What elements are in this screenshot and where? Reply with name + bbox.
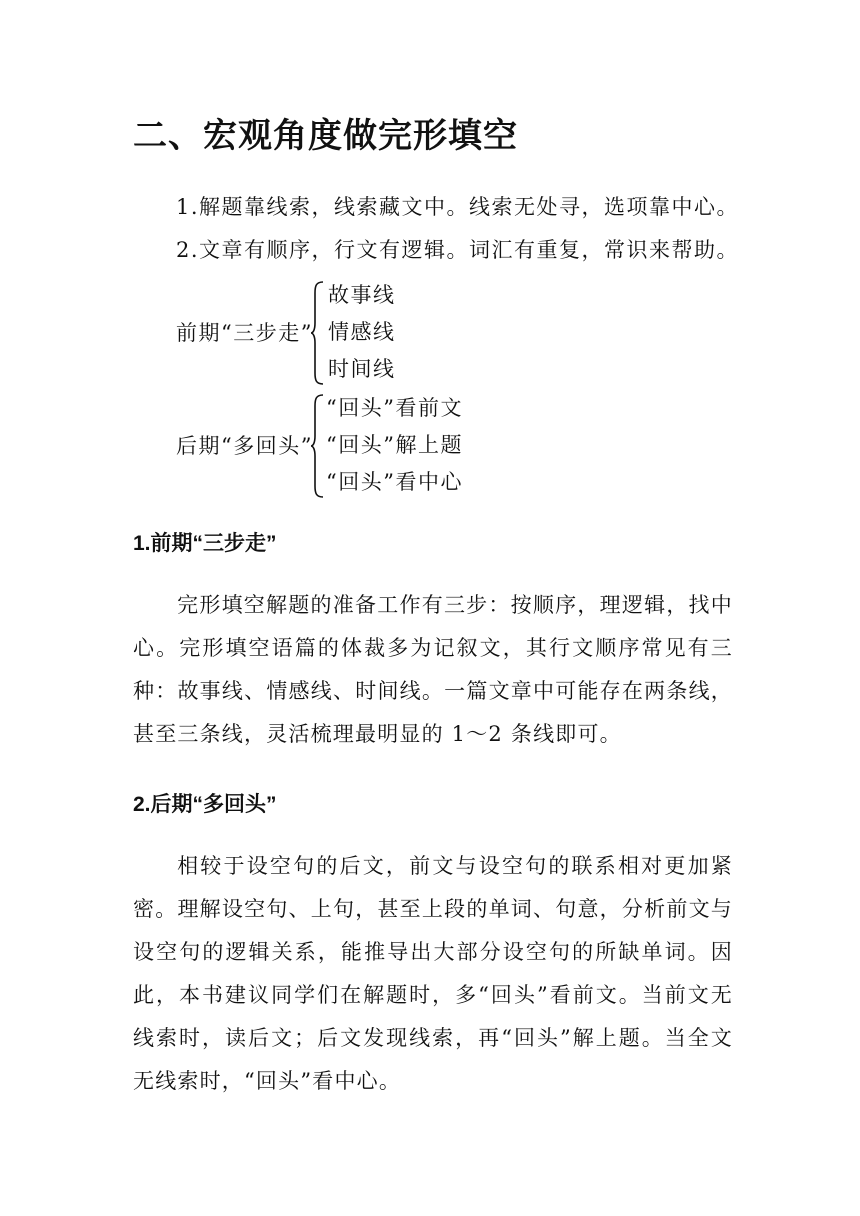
rule-line-1: 1.解题靠线索，线索藏文中。线索无处寻，选项靠中心。 [176, 195, 740, 219]
group-item: 时间线 [328, 357, 396, 381]
late-stage-group [176, 390, 496, 506]
subsection-paragraph-early: 完形填空解题的准备工作有三步：按顺序，理逻辑，找中心。完形填空语篇的体裁多为记叙文，其行文顺序常见有三种：故事线、情感线、时间线。一篇文章中可能存在两条线，甚至三条线，灵活梳理最明显的 1～2 条线即可。 [133, 593, 733, 746]
group-items [326, 390, 463, 501]
group-items [328, 277, 396, 388]
subsection-heading-early: 1.前期“三步走” [133, 532, 277, 555]
group-item: 故事线 [328, 283, 396, 307]
group-item: “回头”看中心 [326, 470, 463, 494]
left-brace-icon [310, 281, 324, 385]
subsection-heading-late: 2.后期“多回头” [133, 793, 277, 816]
section-title: 二、宏观角度做完形填空 [133, 116, 518, 156]
group-item: “回头”解上题 [326, 433, 463, 457]
group-item: 情感线 [328, 320, 396, 344]
left-brace-icon [310, 394, 324, 498]
group-label: 前期“三步走” [176, 321, 313, 345]
subsection-paragraph-late: 相较于设空句的后文，前文与设空句的联系相对更加紧密。理解设空句、上句，甚至上段的单词、句意，分析前文与设空句的逻辑关系，能推导出大部分设空句的所缺单词。因此，本书建议同学们在解题时，多“回头”看前文。当前文无线索时，读后文；后文发现线索，再“回头”解上题。当全文无线索时，“回头”看中心。 [133, 854, 733, 1093]
group-label: 后期“多回头” [176, 434, 313, 458]
early-stage-group [176, 277, 496, 393]
rule-line-2: 2.文章有顺序，行文有逻辑。词汇有重复，常识来帮助。 [176, 238, 740, 262]
group-item: “回头”看前文 [326, 396, 463, 420]
